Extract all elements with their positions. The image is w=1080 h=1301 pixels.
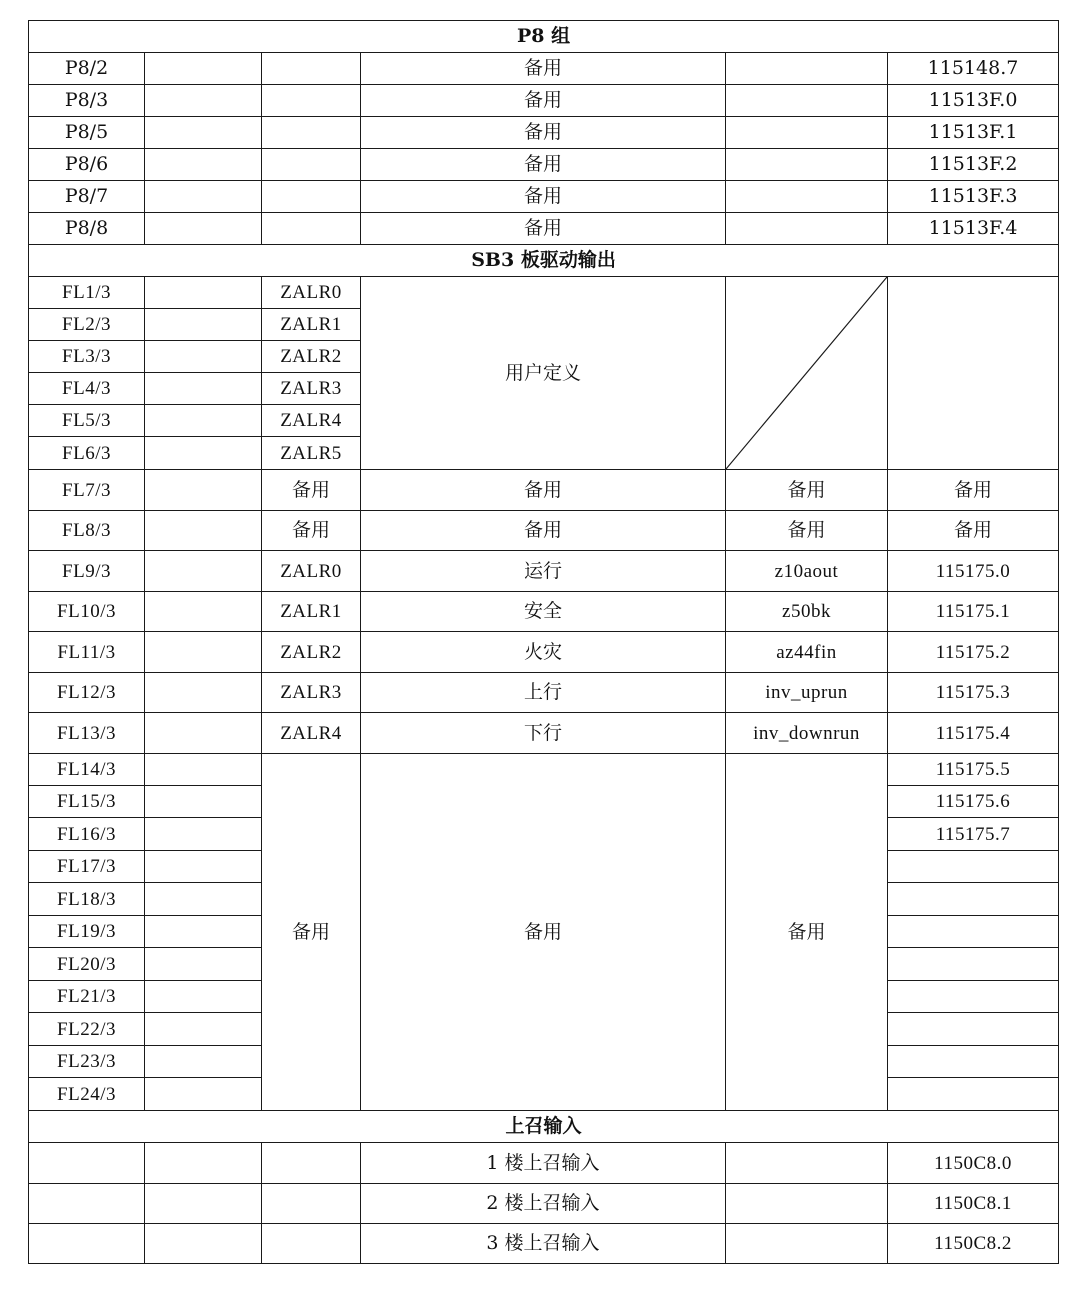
terminal-cell: FL18/3 bbox=[29, 883, 145, 916]
empty-cell bbox=[726, 181, 888, 213]
address-cell: 11513F.0 bbox=[888, 85, 1059, 117]
terminal-cell: FL2/3 bbox=[29, 309, 145, 341]
terminal-cell: P8/3 bbox=[29, 85, 145, 117]
empty-cell bbox=[726, 213, 888, 245]
desc-cell: 备用 bbox=[361, 511, 726, 551]
terminal-cell: FL13/3 bbox=[29, 713, 145, 754]
desc-cell: 下行 bbox=[361, 713, 726, 754]
table-row bbox=[29, 713, 1059, 754]
empty-cell bbox=[726, 149, 888, 181]
address-cell: 1150C8.0 bbox=[888, 1143, 1059, 1184]
spare-code-cell: 备用 bbox=[262, 754, 361, 1111]
address-cell: 115175.2 bbox=[888, 632, 1059, 673]
empty-cell bbox=[726, 117, 888, 149]
address-cell: 115175.7 bbox=[888, 818, 1059, 851]
table-row bbox=[29, 551, 1059, 592]
code-cell: ZALR1 bbox=[262, 592, 361, 632]
empty-cell bbox=[262, 117, 361, 149]
desc-cell: 2 楼上召输入 bbox=[361, 1184, 726, 1224]
spare-signal-cell: 备用 bbox=[726, 754, 888, 1111]
desc-cell: 备用 bbox=[361, 117, 726, 149]
table-row bbox=[29, 592, 1059, 632]
code-cell: ZALR0 bbox=[262, 277, 361, 309]
signal-cell: z50bk bbox=[726, 592, 888, 632]
empty-cell bbox=[145, 277, 262, 309]
address-cell: 115175.0 bbox=[888, 551, 1059, 592]
signal-cell: az44fin bbox=[726, 632, 888, 673]
section-title-sb3: SB3 板驱动输出 bbox=[29, 245, 1059, 277]
table-row bbox=[29, 213, 1059, 245]
address-cell: 1150C8.2 bbox=[888, 1224, 1059, 1264]
desc-cell: 火灾 bbox=[361, 632, 726, 673]
desc-cell: 运行 bbox=[361, 551, 726, 592]
section-row-up-call bbox=[29, 1111, 1059, 1143]
empty-cell bbox=[145, 181, 262, 213]
terminal-cell: FL20/3 bbox=[29, 948, 145, 981]
terminal-cell: FL6/3 bbox=[29, 437, 145, 470]
terminal-cell: P8/5 bbox=[29, 117, 145, 149]
user-defined-cell: 用户定义 bbox=[361, 277, 726, 470]
empty-cell bbox=[262, 1143, 361, 1184]
desc-cell: 备用 bbox=[361, 53, 726, 85]
table-row bbox=[29, 1184, 1059, 1224]
empty-cell bbox=[262, 1224, 361, 1264]
table-row bbox=[29, 470, 1059, 511]
empty-cell bbox=[145, 53, 262, 85]
empty-cell bbox=[145, 592, 262, 632]
terminal-cell: FL16/3 bbox=[29, 818, 145, 851]
signal-cell: 备用 bbox=[726, 470, 888, 511]
terminal-cell: FL4/3 bbox=[29, 373, 145, 405]
signal-cell: z10aout bbox=[726, 551, 888, 592]
section-title-p8: P8 组 bbox=[29, 21, 1059, 53]
empty-cell bbox=[145, 373, 262, 405]
address-cell: 115175.4 bbox=[888, 713, 1059, 754]
terminal-cell: P8/6 bbox=[29, 149, 145, 181]
empty-cell bbox=[145, 981, 262, 1013]
code-cell: ZALR1 bbox=[262, 309, 361, 341]
terminal-cell: P8/7 bbox=[29, 181, 145, 213]
terminal-cell: FL22/3 bbox=[29, 1013, 145, 1046]
desc-cell: 1 楼上召输入 bbox=[361, 1143, 726, 1184]
empty-cell bbox=[145, 85, 262, 117]
table-row bbox=[29, 277, 1059, 309]
empty-cell bbox=[145, 309, 262, 341]
empty-cell bbox=[145, 632, 262, 673]
empty-cell bbox=[145, 883, 262, 916]
table-body bbox=[29, 21, 1059, 1264]
address-cell bbox=[888, 981, 1059, 1013]
empty-cell bbox=[145, 713, 262, 754]
empty-cell bbox=[145, 1224, 262, 1264]
empty-cell bbox=[262, 181, 361, 213]
address-cell bbox=[888, 1046, 1059, 1078]
desc-cell: 上行 bbox=[361, 673, 726, 713]
empty-cell bbox=[262, 149, 361, 181]
signal-cell: 备用 bbox=[726, 511, 888, 551]
code-cell: ZALR3 bbox=[262, 673, 361, 713]
section-row-p8 bbox=[29, 21, 1059, 53]
empty-cell bbox=[29, 1224, 145, 1264]
section-row-sb3 bbox=[29, 245, 1059, 277]
terminal-cell: FL11/3 bbox=[29, 632, 145, 673]
diagonal-line-icon bbox=[726, 277, 887, 469]
terminal-cell: FL1/3 bbox=[29, 277, 145, 309]
code-cell: ZALR3 bbox=[262, 373, 361, 405]
empty-cell bbox=[262, 213, 361, 245]
code-cell: ZALR5 bbox=[262, 437, 361, 470]
empty-cell bbox=[145, 511, 262, 551]
terminal-cell: FL24/3 bbox=[29, 1078, 145, 1111]
terminal-cell: P8/8 bbox=[29, 213, 145, 245]
code-cell: 备用 bbox=[262, 470, 361, 511]
desc-cell: 安全 bbox=[361, 592, 726, 632]
empty-cell bbox=[145, 1013, 262, 1046]
address-cell bbox=[888, 851, 1059, 883]
desc-cell: 备用 bbox=[361, 181, 726, 213]
empty-cell bbox=[726, 1224, 888, 1264]
empty-cell bbox=[145, 1078, 262, 1111]
empty-cell bbox=[145, 818, 262, 851]
empty-cell bbox=[145, 551, 262, 592]
table-row bbox=[29, 117, 1059, 149]
desc-cell: 备用 bbox=[361, 149, 726, 181]
address-cell: 11513F.2 bbox=[888, 149, 1059, 181]
address-cell: 11513F.1 bbox=[888, 117, 1059, 149]
address-cell: 115175.1 bbox=[888, 592, 1059, 632]
empty-cell bbox=[726, 53, 888, 85]
empty-cell bbox=[145, 1184, 262, 1224]
table-row bbox=[29, 181, 1059, 213]
empty-cell bbox=[29, 1184, 145, 1224]
empty-cell bbox=[145, 1143, 262, 1184]
empty-cell bbox=[29, 1143, 145, 1184]
code-cell: ZALR0 bbox=[262, 551, 361, 592]
empty-cell bbox=[262, 53, 361, 85]
empty-cell bbox=[145, 213, 262, 245]
table-row bbox=[29, 673, 1059, 713]
code-cell: ZALR2 bbox=[262, 341, 361, 373]
section-title-up-call: 上召输入 bbox=[29, 1111, 1059, 1143]
terminal-cell: FL14/3 bbox=[29, 754, 145, 786]
empty-cell bbox=[262, 1184, 361, 1224]
table-row bbox=[29, 632, 1059, 673]
address-cell: 11513F.4 bbox=[888, 213, 1059, 245]
address-cell: 备用 bbox=[888, 511, 1059, 551]
desc-cell: 3 楼上召输入 bbox=[361, 1224, 726, 1264]
terminal-cell: FL21/3 bbox=[29, 981, 145, 1013]
table-row bbox=[29, 85, 1059, 117]
empty-cell bbox=[726, 1143, 888, 1184]
terminal-cell: FL17/3 bbox=[29, 851, 145, 883]
empty-cell bbox=[145, 754, 262, 786]
terminal-cell: FL8/3 bbox=[29, 511, 145, 551]
desc-cell: 备用 bbox=[361, 85, 726, 117]
address-cell bbox=[888, 1078, 1059, 1111]
empty-cell bbox=[888, 277, 1059, 470]
empty-cell bbox=[145, 786, 262, 818]
address-cell: 115175.6 bbox=[888, 786, 1059, 818]
terminal-cell: FL23/3 bbox=[29, 1046, 145, 1078]
table-row bbox=[29, 754, 1059, 786]
terminal-cell: P8/2 bbox=[29, 53, 145, 85]
terminal-cell: FL15/3 bbox=[29, 786, 145, 818]
address-cell: 115148.7 bbox=[888, 53, 1059, 85]
address-cell bbox=[888, 948, 1059, 981]
empty-cell bbox=[145, 948, 262, 981]
terminal-cell: FL10/3 bbox=[29, 592, 145, 632]
desc-cell: 备用 bbox=[361, 213, 726, 245]
terminal-cell: FL3/3 bbox=[29, 341, 145, 373]
table-row bbox=[29, 53, 1059, 85]
empty-cell bbox=[145, 470, 262, 511]
empty-cell bbox=[145, 437, 262, 470]
empty-cell bbox=[726, 85, 888, 117]
empty-cell bbox=[145, 851, 262, 883]
empty-cell bbox=[145, 405, 262, 437]
table-row bbox=[29, 149, 1059, 181]
empty-cell bbox=[145, 341, 262, 373]
desc-cell: 备用 bbox=[361, 470, 726, 511]
empty-cell bbox=[145, 916, 262, 948]
table-row bbox=[29, 511, 1059, 551]
code-cell: ZALR4 bbox=[262, 713, 361, 754]
empty-cell bbox=[145, 673, 262, 713]
address-cell bbox=[888, 916, 1059, 948]
empty-cell bbox=[145, 149, 262, 181]
empty-cell bbox=[726, 1184, 888, 1224]
diagonal-slash-cell bbox=[726, 277, 888, 470]
empty-cell bbox=[145, 1046, 262, 1078]
address-cell: 11513F.3 bbox=[888, 181, 1059, 213]
empty-cell bbox=[145, 117, 262, 149]
table-row bbox=[29, 1224, 1059, 1264]
signal-cell: inv_uprun bbox=[726, 673, 888, 713]
terminal-cell: FL9/3 bbox=[29, 551, 145, 592]
code-cell: ZALR2 bbox=[262, 632, 361, 673]
address-cell bbox=[888, 1013, 1059, 1046]
empty-cell bbox=[262, 85, 361, 117]
spare-desc-cell: 备用 bbox=[361, 754, 726, 1111]
table-row bbox=[29, 1143, 1059, 1184]
address-cell: 备用 bbox=[888, 470, 1059, 511]
address-cell bbox=[888, 883, 1059, 916]
code-cell: 备用 bbox=[262, 511, 361, 551]
signal-cell: inv_downrun bbox=[726, 713, 888, 754]
terminal-cell: FL7/3 bbox=[29, 470, 145, 511]
terminal-cell: FL12/3 bbox=[29, 673, 145, 713]
terminal-cell: FL19/3 bbox=[29, 916, 145, 948]
io-assignment-table bbox=[28, 20, 1059, 1264]
address-cell: 1150C8.1 bbox=[888, 1184, 1059, 1224]
code-cell: ZALR4 bbox=[262, 405, 361, 437]
address-cell: 115175.3 bbox=[888, 673, 1059, 713]
terminal-cell: FL5/3 bbox=[29, 405, 145, 437]
address-cell: 115175.5 bbox=[888, 754, 1059, 786]
